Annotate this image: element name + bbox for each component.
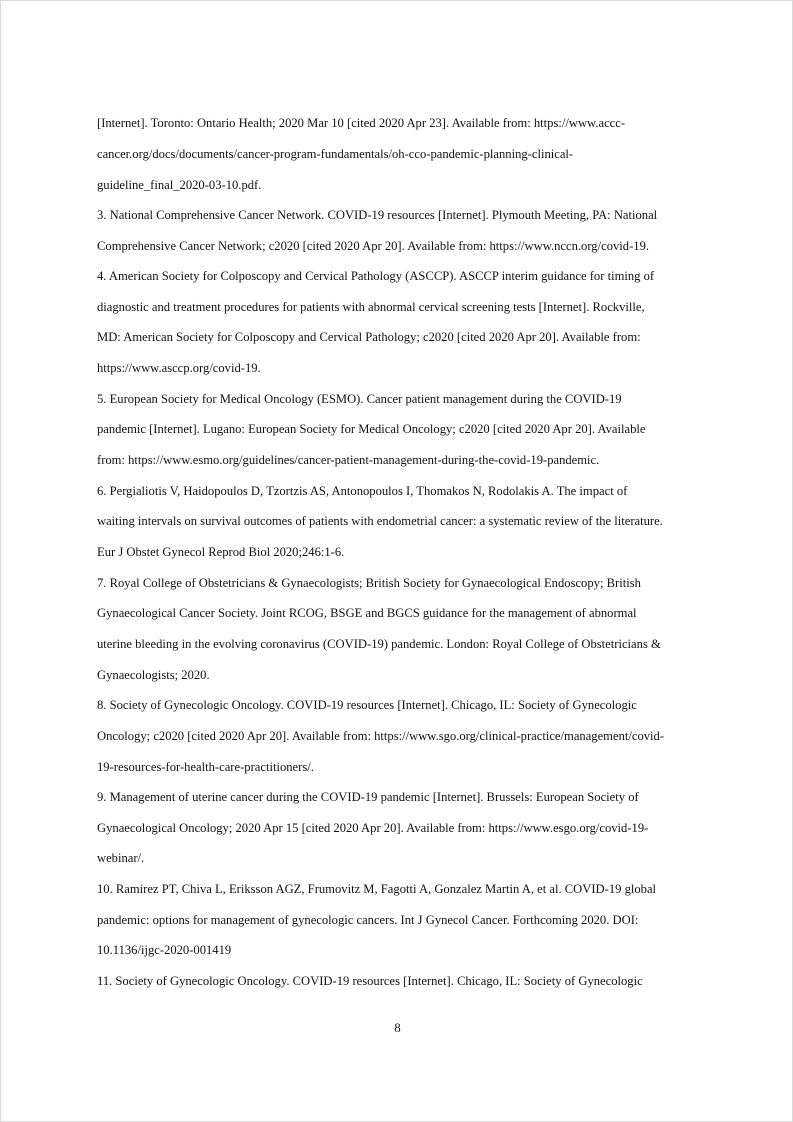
reference-text-line: [Internet]. Toronto: Ontario Health; 2020 Mar 10 [cited 2020 Apr 23]. Available from: https://www.accc- xyxy=(97,116,626,130)
reference-text-line: waiting intervals on survival outcomes of patients with endometrial cancer: a systematic review of the literature. xyxy=(97,514,663,528)
reference-text-line: pandemic [Internet]. Lugano: European Society for Medical Oncology; c2020 [cited 2020 Apr 20]. Available xyxy=(97,422,646,436)
reference-text-line: diagnostic and treatment procedures for patients with abnormal cervical screening tests [Internet]. Rockville, xyxy=(97,300,645,314)
reference-text-line: 19-resources-for-health-care-practitioners/. xyxy=(97,760,314,774)
reference-text-line: 6. Pergialiotis V, Haidopoulos D, Tzortzis AS, Antonopoulos I, Thomakos N, Rodolakis A. The impact of xyxy=(97,484,628,498)
reference-text-line: Eur J Obstet Gynecol Reprod Biol 2020;246:1-6. xyxy=(97,545,345,559)
page-number: 8 xyxy=(394,1021,401,1035)
reference-text-line: uterine bleeding in the evolving coronavirus (COVID-19) pandemic. London: Royal College of Obstetricians & xyxy=(97,637,661,651)
reference-text-line: 9. Management of uterine cancer during the COVID-19 pandemic [Internet]. Brussels: European Society of xyxy=(97,790,639,804)
reference-text-line: 10. Ramirez PT, Chiva L, Eriksson AGZ, Frumovitz M, Fagotti A, Gonzalez Martin A, et al. COVID-19 global xyxy=(97,882,657,896)
reference-text-line: 3. National Comprehensive Cancer Network. COVID-19 resources [Internet]. Plymouth Meeting, PA: National xyxy=(97,208,658,222)
reference-text-line: https://www.asccp.org/covid-19. xyxy=(97,361,261,375)
reference-text-line: from: https://www.esmo.org/guidelines/cancer-patient-management-during-the-covid-19-pandemic. xyxy=(97,453,600,467)
reference-text-line: Comprehensive Cancer Network; c2020 [cited 2020 Apr 20]. Available from: https://www.nccn.org/covid-19. xyxy=(97,239,650,253)
reference-text-line: 8. Society of Gynecologic Oncology. COVID-19 resources [Internet]. Chicago, IL: Society of Gynecologic xyxy=(97,698,637,712)
reference-text-line: pandemic: options for management of gynecologic cancers. Int J Gynecol Cancer. Forthcoming 2020. DOI: xyxy=(97,913,639,927)
reference-text-line: 5. European Society for Medical Oncology (ESMO). Cancer patient management during the COVID-19 xyxy=(97,392,622,406)
reference-text-line: 10.1136/ijgc-2020-001419 xyxy=(97,943,232,957)
reference-text-line: webinar/. xyxy=(97,851,145,865)
reference-text-line: MD: American Society for Colposcopy and Cervical Pathology; c2020 [cited 2020 Apr 20]. Available from: xyxy=(97,330,641,344)
reference-text-line: guideline_final_2020-03-10.pdf. xyxy=(97,178,262,192)
reference-text-line: 11. Society of Gynecologic Oncology. COVID-19 resources [Internet]. Chicago, IL: Society of Gynecologic xyxy=(97,974,643,988)
reference-text-line: Oncology; c2020 [cited 2020 Apr 20]. Available from: https://www.sgo.org/clinical-practice/management/covid- xyxy=(97,729,665,743)
reference-text-line: 7. Royal College of Obstetricians & Gynaecologists; British Society for Gynaecological Endoscopy; British xyxy=(97,576,641,590)
reference-text-line: cancer.org/docs/documents/cancer-program-fundamentals/oh-cco-pandemic-planning-clinical- xyxy=(97,147,574,161)
reference-text-line: 4. American Society for Colposcopy and Cervical Pathology (ASCCP). ASCCP interim guidance for timing of xyxy=(97,269,655,283)
reference-text-line: Gynaecological Cancer Society. Joint RCOG, BSGE and BGCS guidance for the management of abnormal xyxy=(97,606,637,620)
reference-text-line: Gynaecologists; 2020. xyxy=(97,668,210,682)
reference-text-line: Gynaecological Oncology; 2020 Apr 15 [cited 2020 Apr 20]. Available from: https://www.esgo.org/covid-19- xyxy=(97,821,649,835)
